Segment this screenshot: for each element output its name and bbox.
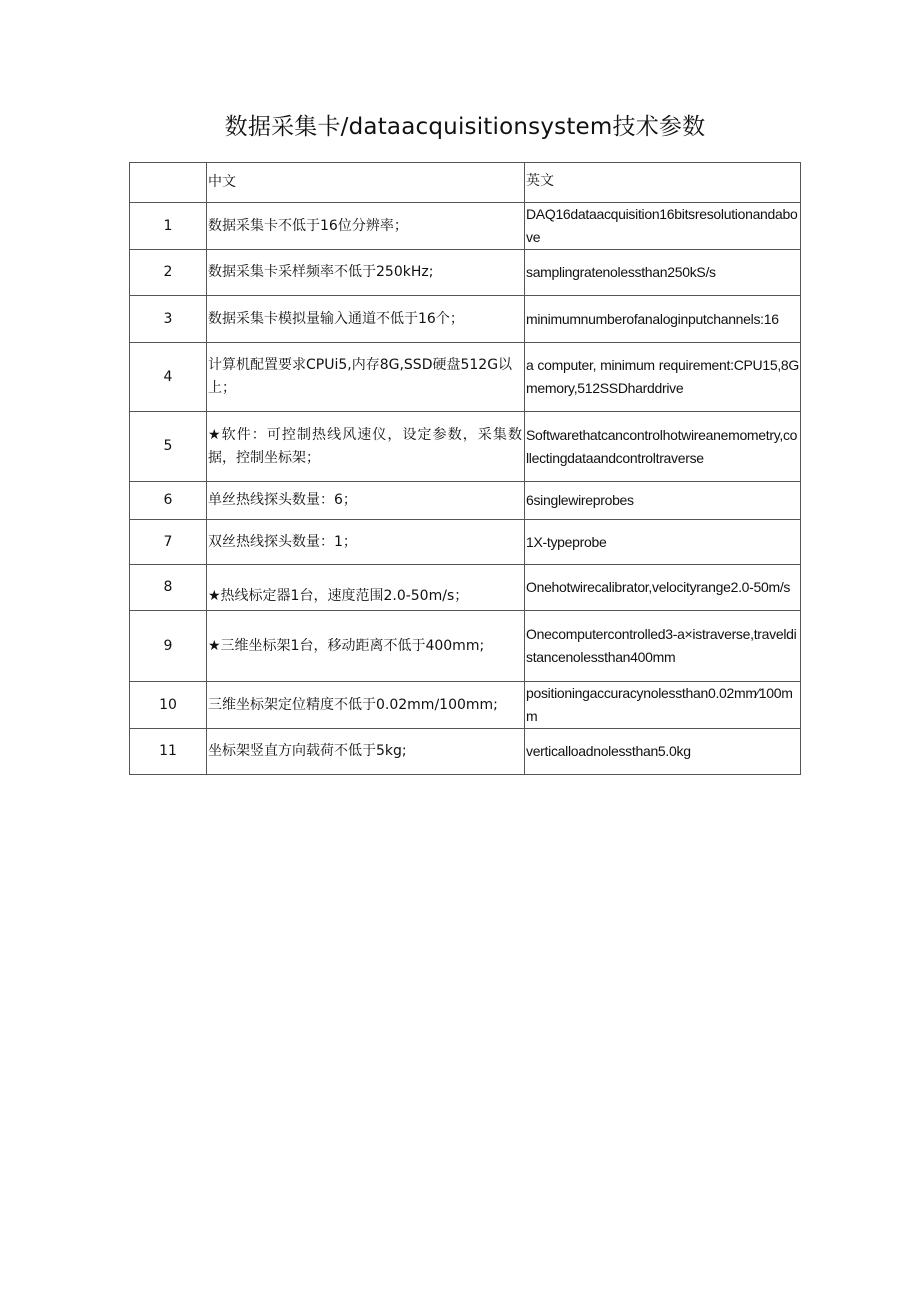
row-number: 8 <box>130 565 207 611</box>
chinese-cell: 双丝热线探头数量：1； <box>207 520 525 565</box>
table-row <box>130 565 801 611</box>
table-row <box>130 482 801 520</box>
table-row <box>130 343 801 412</box>
header-num-cell <box>130 163 207 203</box>
table-row <box>130 520 801 565</box>
chinese-cell: 坐标架竖直方向载荷不低于5kg; <box>207 729 525 775</box>
table-row <box>130 250 801 296</box>
table-row <box>130 682 801 729</box>
english-cell: minimumnumberofanaloginputchannels:16 <box>525 296 801 343</box>
row-number: 2 <box>130 250 207 296</box>
english-cell: positioningaccuracynolessthan0.02mm∕100mm <box>525 682 801 729</box>
page-title: 数据采集卡/dataacquisitionsystem技术参数 <box>224 114 706 140</box>
table-row <box>130 203 801 250</box>
english-cell: samplingratenolessthan250kS/s <box>525 250 801 296</box>
table-header-row <box>130 163 801 203</box>
table-row <box>130 412 801 482</box>
table-row <box>130 296 801 343</box>
chinese-cell: 数据采集卡采样频率不低于250kHz; <box>207 250 525 296</box>
chinese-cell: 单丝热线探头数量：6； <box>207 482 525 520</box>
row-number: 4 <box>130 343 207 412</box>
chinese-cell: ★热线标定器1台，速度范围2.0-50m/s； <box>207 565 525 611</box>
chinese-cell: 数据采集卡模拟量输入通道不低于16个； <box>207 296 525 343</box>
row-number: 1 <box>130 203 207 250</box>
chinese-cell: 数据采集卡不低于16位分辨率； <box>207 203 525 250</box>
row-number: 3 <box>130 296 207 343</box>
english-cell: Onehotwirecalibrator,velocityrange2.0-50m/s <box>525 565 801 611</box>
chinese-cell: 计算机配置要求CPUi5,内存8G,SSD硬盘512G以上； <box>207 343 525 412</box>
row-number: 9 <box>130 611 207 682</box>
chinese-cell: 三维坐标架定位精度不低于0.02mm∕100mm; <box>207 682 525 729</box>
english-cell: Onecomputercontrolled3-a×istraverse,traveldistancenolessthan400mm <box>525 611 801 682</box>
english-cell: DAQ16dataacquisition16bitsresolutionandabove <box>525 203 801 250</box>
row-number: 7 <box>130 520 207 565</box>
english-cell: 1X-typeprobe <box>525 520 801 565</box>
english-cell: verticalloadnolessthan5.0kg <box>525 729 801 775</box>
english-cell: 6singlewireprobes <box>525 482 801 520</box>
spec-table <box>129 162 801 775</box>
row-number: 6 <box>130 482 207 520</box>
english-cell: a computer, minimum requirement:CPU15,8Gmemory,512SSDharddrive <box>525 343 801 412</box>
chinese-cell: ★软件：可控制热线风速仪，设定参数，采集数据，控制坐标架； <box>207 412 525 482</box>
chinese-cell: ★三维坐标架1台，移动距离不低于400mm; <box>207 611 525 682</box>
header-english-cell: 英文 <box>525 163 801 203</box>
row-number: 11 <box>130 729 207 775</box>
row-number: 10 <box>130 682 207 729</box>
table-row <box>130 611 801 682</box>
table-row <box>130 729 801 775</box>
english-cell: Softwarethatcancontrolhotwireanemometry,collectingdataandcontroltraverse <box>525 412 801 482</box>
header-chinese-cell: 中文 <box>207 163 525 203</box>
row-number: 5 <box>130 412 207 482</box>
